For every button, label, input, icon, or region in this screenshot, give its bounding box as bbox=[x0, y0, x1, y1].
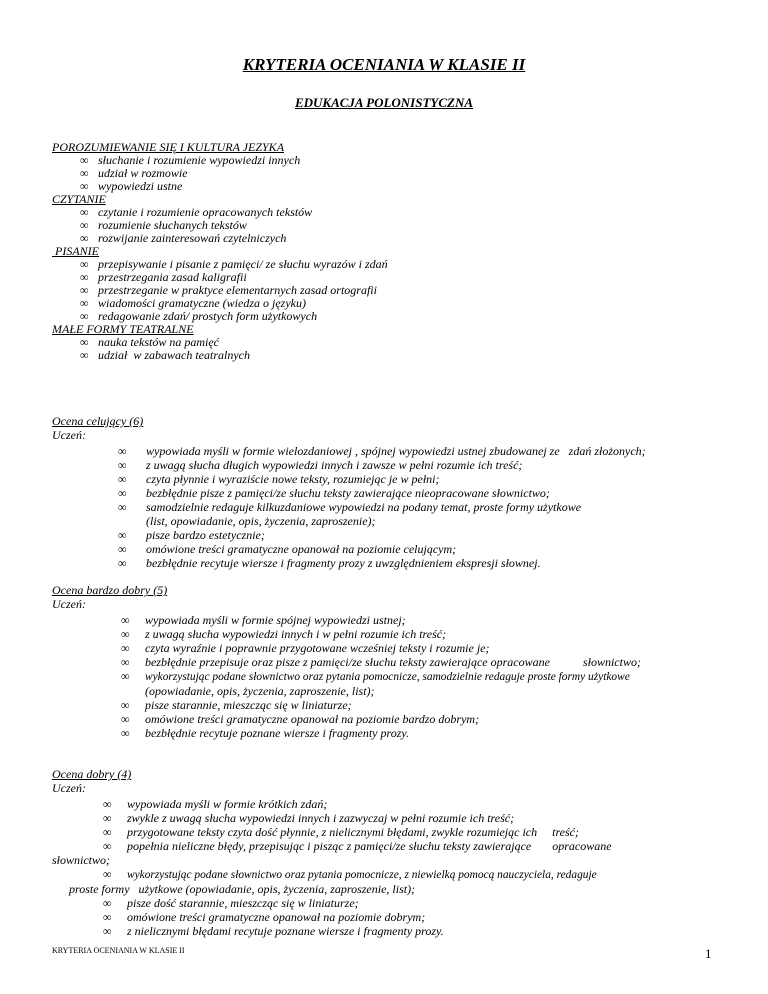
list-item: ∞ czyta płynnie i wyraziście nowe teksty, rozumiejąc je w pełni; bbox=[118, 472, 440, 486]
list-item: ∞ pisze starannie, mieszcząc się w liniaturze; bbox=[121, 698, 352, 712]
infinity-bullet-icon: ∞ bbox=[80, 296, 89, 310]
infinity-bullet-icon: ∞ bbox=[118, 486, 127, 500]
list-item: ∞ omówione treści gramatyczne opanował na poziomie celującym; bbox=[118, 542, 457, 556]
grade-dobry bbox=[52, 767, 720, 938]
list-item: ∞ omówione treści gramatyczne opanował na poziomie bardzo dobrym; bbox=[121, 712, 480, 726]
infinity-bullet-icon: ∞ bbox=[103, 797, 112, 811]
list-item: ∞ wypowiedzi ustne bbox=[80, 179, 183, 193]
list-item: ∞ omówione treści gramatyczne opanował na poziomie dobrym; bbox=[103, 910, 426, 924]
infinity-bullet-icon: ∞ bbox=[121, 726, 130, 740]
section-list bbox=[52, 141, 388, 362]
list-item: ∞ bezbłędnie pisze z pamięci/ze słuchu teksty zawierające nieopracowane słownictwo; bbox=[118, 486, 550, 500]
infinity-bullet-icon: ∞ bbox=[80, 270, 89, 284]
infinity-bullet-icon: ∞ bbox=[121, 669, 130, 683]
infinity-bullet-icon: ∞ bbox=[121, 627, 130, 641]
list-item: ∞ przestrzegania zasad kaligrafii bbox=[80, 270, 247, 284]
list-item: ∞ samodzielnie redaguje kilkuzdaniowe wypowiedzi na podany temat, proste formy użytkowe bbox=[118, 500, 582, 514]
page-subtitle: EDUKACJA POLONISTYCZNA bbox=[294, 95, 474, 110]
list-item: ∞ wykorzystując podane słownictwo oraz pytania pomocnicze, samodzielnie redaguje proste formy użytkowe bbox=[121, 669, 630, 683]
list-item-continuation: słownictwo; bbox=[52, 853, 111, 867]
list-item: ∞ wypowiada myśli w formie wielozdaniowej , spójnej wypowiedzi ustnej zbudowanej ze zdań złożonych; bbox=[118, 444, 646, 458]
page-title: KRYTERIA OCENIANIA W KLASIE II bbox=[242, 55, 526, 74]
list-item: ∞ wypowiada myśli w formie spójnej wypowiedzi ustnej; bbox=[121, 613, 406, 627]
list-item: ∞ słuchanie i rozumienie wypowiedzi innych bbox=[80, 153, 301, 167]
grade-bardzo-dobry bbox=[52, 583, 720, 740]
infinity-bullet-icon: ∞ bbox=[118, 542, 127, 556]
infinity-bullet-icon: ∞ bbox=[103, 839, 112, 853]
list-item: ∞ bezbłędnie recytuje wiersze i fragmenty prozy z uwzględnieniem ekspresji słownej. bbox=[118, 556, 541, 570]
section-heading: CZYTANIE bbox=[52, 192, 106, 206]
grade-celujacy bbox=[52, 414, 720, 570]
list-item: ∞ pisze bardzo estetycznie; bbox=[118, 528, 265, 542]
list-item-continuation: (opowiadanie, opis, życzenia, zaproszenie, list); bbox=[145, 684, 375, 698]
list-item: ∞ wypowiada myśli w formie krótkich zdań; bbox=[103, 797, 328, 811]
infinity-bullet-icon: ∞ bbox=[121, 698, 130, 712]
list-item: ∞ popełnia nieliczne błędy, przepisując i pisząc z pamięci/ze słuchu teksty zawierające opracowane bbox=[103, 839, 612, 853]
list-item: ∞ rozumienie słuchanych tekstów bbox=[80, 218, 247, 232]
student-label: Uczeń: bbox=[52, 428, 86, 442]
list-item: ∞ bezbłędnie recytuje poznane wiersze i fragmenty prozy. bbox=[121, 726, 410, 740]
list-item: ∞ pisze dość starannie, mieszcząc się w liniaturze; bbox=[103, 896, 359, 910]
infinity-bullet-icon: ∞ bbox=[103, 896, 112, 910]
grade-heading: Ocena bardzo dobry (5) bbox=[52, 583, 168, 597]
infinity-bullet-icon: ∞ bbox=[80, 348, 89, 362]
page-number: 1 bbox=[705, 946, 712, 961]
list-item: ∞ wiadomości gramatyczne (wiedza o języku) bbox=[80, 296, 306, 310]
list-item-continuation: (list, opowiadanie, opis, życzenia, zaproszenie); bbox=[146, 514, 376, 528]
infinity-bullet-icon: ∞ bbox=[103, 910, 112, 924]
infinity-bullet-icon: ∞ bbox=[118, 556, 127, 570]
section-heading: PISANIE bbox=[52, 244, 99, 258]
infinity-bullet-icon: ∞ bbox=[103, 924, 112, 938]
infinity-bullet-icon: ∞ bbox=[118, 458, 127, 472]
infinity-bullet-icon: ∞ bbox=[80, 205, 89, 219]
infinity-bullet-icon: ∞ bbox=[80, 335, 89, 349]
list-item: ∞ nauka tekstów na pamięć bbox=[80, 335, 219, 349]
list-item: ∞ z nielicznymi błędami recytuje poznane wiersze i fragmenty prozy. bbox=[103, 924, 444, 938]
infinity-bullet-icon: ∞ bbox=[80, 309, 89, 323]
infinity-bullet-icon: ∞ bbox=[80, 231, 89, 245]
infinity-bullet-icon: ∞ bbox=[121, 613, 130, 627]
list-item: ∞ wykorzystując podane słownictwo oraz pytania pomocnicze, z niewielką pomocą nauczyciela, redaguje bbox=[103, 867, 597, 881]
infinity-bullet-icon: ∞ bbox=[121, 712, 130, 726]
infinity-bullet-icon: ∞ bbox=[80, 179, 89, 193]
infinity-bullet-icon: ∞ bbox=[121, 641, 130, 655]
grade-heading: Ocena celujący (6) bbox=[52, 414, 144, 428]
infinity-bullet-icon: ∞ bbox=[118, 444, 127, 458]
infinity-bullet-icon: ∞ bbox=[118, 472, 127, 486]
list-item: ∞ przestrzeganie w praktyce elementarnych zasad ortografii bbox=[80, 283, 377, 297]
infinity-bullet-icon: ∞ bbox=[80, 166, 89, 180]
list-item: ∞ czyta wyraźnie i poprawnie przygotowane wcześniej teksty i rozumie je; bbox=[121, 641, 490, 655]
list-item: ∞ przepisywanie i pisanie z pamięci/ ze słuchu wyrazów i zdań bbox=[80, 257, 388, 271]
infinity-bullet-icon: ∞ bbox=[121, 655, 130, 669]
list-item: ∞ z uwagą słucha długich wypowiedzi innych i zawsze w pełni rozumie ich treść; bbox=[118, 458, 523, 472]
grade-heading: Ocena dobry (4) bbox=[52, 767, 132, 781]
list-item-continuation: proste formy użytkowe (opowiadanie, opis, życzenia, zaproszenie, list); bbox=[69, 882, 416, 896]
student-label: Uczeń: bbox=[52, 781, 86, 795]
page-footer: KRYTERIA OCENIANIA W KLASIE II bbox=[52, 946, 185, 955]
list-item: ∞ udział w rozmowie bbox=[80, 166, 188, 180]
infinity-bullet-icon: ∞ bbox=[80, 257, 89, 271]
list-item: ∞ czytanie i rozumienie opracowanych tekstów bbox=[80, 205, 313, 219]
list-item: ∞ zwykle z uwagą słucha wypowiedzi innych i zazwyczaj w pełni rozumie ich treść; bbox=[103, 811, 515, 825]
infinity-bullet-icon: ∞ bbox=[118, 500, 127, 514]
infinity-bullet-icon: ∞ bbox=[103, 825, 112, 839]
infinity-bullet-icon: ∞ bbox=[80, 218, 89, 232]
infinity-bullet-icon: ∞ bbox=[118, 528, 127, 542]
infinity-bullet-icon: ∞ bbox=[80, 153, 89, 167]
list-item: ∞ redagowanie zdań/ prostych form użytkowych bbox=[80, 309, 318, 323]
list-item: ∞ udział w zabawach teatralnych bbox=[80, 348, 250, 362]
section-heading: POROZUMIEWANIE SIĘ I KULTURA JEZYKA bbox=[52, 140, 285, 154]
infinity-bullet-icon: ∞ bbox=[80, 283, 89, 297]
list-item: ∞ rozwijanie zainteresowań czytelniczych bbox=[80, 231, 287, 245]
list-item: ∞ przygotowane teksty czyta dość płynnie, z nielicznymi błędami, zwykle rozumiejąc ich treść; bbox=[103, 825, 580, 839]
infinity-bullet-icon: ∞ bbox=[103, 811, 112, 825]
section-heading: MAŁE FORMY TEATRALNE bbox=[52, 322, 194, 336]
list-item: ∞ z uwagą słucha wypowiedzi innych i w pełni rozumie ich treść; bbox=[121, 627, 447, 641]
student-label: Uczeń: bbox=[52, 597, 86, 611]
list-item: ∞ bezbłędnie przepisuje oraz pisze z pamięci/ze słuchu teksty zawierające opracowane słownictwo; bbox=[121, 655, 641, 669]
infinity-bullet-icon: ∞ bbox=[103, 867, 112, 881]
